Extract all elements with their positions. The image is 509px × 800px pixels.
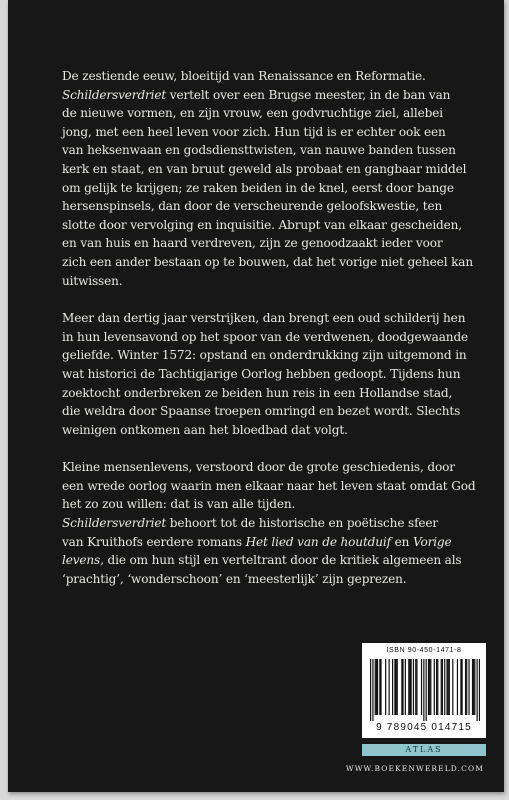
barcode-bar	[379, 659, 380, 715]
isbn-barcode-block	[362, 643, 486, 738]
barcode-bar	[465, 659, 466, 715]
barcode-bar	[389, 659, 390, 715]
book-title-emphasis: Het lied van de houtduif	[245, 534, 391, 549]
blurb-paragraph-2	[62, 309, 482, 439]
barcode-bar	[473, 659, 474, 715]
blurb-line: De zestiende eeuw, bloeitijd van Renaissance en Reformatie.	[62, 69, 426, 83]
barcode-bar	[466, 659, 467, 715]
blurb-line	[62, 514, 482, 533]
blurb-line: jong, met een heel leven voor zich. Hun tijd is er echter ook een	[62, 124, 446, 139]
barcode-bar	[449, 659, 450, 715]
blurb-line: Meer dan dertig jaar verstrijken, dan brengt een oud schilderij hen	[62, 311, 466, 326]
barcode-bar	[477, 659, 478, 721]
barcode-bar	[434, 659, 435, 715]
barcode-bar	[452, 659, 453, 715]
book-title-emphasis: Vorige	[412, 534, 452, 549]
barcode-bar	[436, 659, 437, 715]
barcode-bar	[413, 659, 414, 715]
book-back-cover	[8, 0, 504, 792]
barcode-bar	[402, 659, 403, 715]
barcode-bar	[457, 659, 458, 715]
blurb-line: ‘prachtig’, ‘wonderschoon’ en ‘meesterlijk’ zijn geprezen.	[62, 571, 407, 586]
blurb-line: geliefde. Winter 1572: opstand en onderdrukking zijn uitgemond in	[62, 348, 467, 363]
barcode-bar	[437, 659, 438, 715]
blurb-line: in hun levensavond op het spoor van de verdwenen, doodgewaande	[62, 329, 469, 344]
barcode-bar	[472, 659, 473, 715]
blurb-line: wat historici de Tachtigjarige Oorlog hebben gedoopt. Tijdens hun	[62, 366, 461, 381]
blurb-paragraph-1	[62, 67, 482, 290]
barcode-bar	[401, 659, 402, 715]
barcode-bar	[370, 659, 371, 721]
blurb-line: een wrede oorlog waarin men elkaar naar het leven staat omdat God	[62, 478, 476, 493]
barcode-bar	[394, 659, 395, 715]
barcode-bar	[430, 659, 431, 715]
book-title-emphasis: Schildersverdriet	[62, 87, 167, 102]
barcode-bar	[409, 659, 410, 715]
barcode-bar	[405, 659, 406, 715]
barcode-bar	[415, 659, 416, 715]
barcode-bar	[376, 659, 377, 715]
barcode-bar	[429, 659, 430, 715]
blurb-line: slotte door vervolging en inquisitie. Abrupt van elkaar gescheiden,	[62, 217, 462, 232]
publisher-website: WWW.BOEKENWERELD.COM	[345, 764, 484, 773]
barcode-bar	[395, 659, 396, 715]
barcode-bar	[380, 659, 381, 715]
blurb-line: Kleine mensenlevens, verstoord door de grote geschiedenis, door	[62, 460, 455, 475]
blurb-line: die weldra door Spaanse troepen omringd en bezet wordt. Slechts	[62, 404, 461, 419]
barcode-bar	[461, 659, 462, 715]
blurb-line: hersenspinsels, dan door de verscheurende geloofskwestie, ten	[62, 199, 443, 214]
blurb-line-text: vertelt over een Brugse meester, in de ban van	[166, 87, 451, 102]
barcode-bar	[392, 659, 393, 715]
barcode-bar	[426, 659, 427, 721]
barcode-bar	[460, 659, 461, 715]
barcode-bar	[446, 659, 447, 715]
barcode-bar	[428, 659, 429, 715]
isbn-label: ISBN 90-450-1471-8	[386, 647, 462, 654]
blurb-line	[62, 551, 482, 570]
barcode-bar	[444, 659, 445, 715]
barcode-bar	[397, 659, 398, 715]
blurb-line-text: en	[390, 534, 413, 549]
blurb-line: om gelijk te krijgen; ze raken beiden in de knel, eerst door bange	[62, 180, 454, 195]
barcode-bar	[375, 659, 376, 715]
barcode-bar	[372, 659, 373, 721]
barcode-icon	[370, 659, 480, 721]
barcode-bar	[479, 659, 480, 721]
blurb-line: zoektocht onderbreken ze beiden hun reis in een Hollandse stad,	[62, 385, 453, 400]
barcode-bar	[411, 659, 412, 715]
blurb-line: van heksenwaan en godsdiensttwisten, van nauwe banden tussen	[62, 143, 456, 158]
publisher-logo-band: ATLAS	[362, 744, 486, 756]
blurb-line	[62, 86, 482, 105]
barcode-bar	[448, 659, 449, 715]
barcode-bar	[474, 659, 475, 715]
barcode-bar	[408, 659, 409, 715]
blurb-line: kerk en staat, en van bruut geweld als probaat en gangbaar middel	[62, 161, 467, 176]
blurb-line: weinigen ontkomen aan het bloedbad dat volgt.	[62, 422, 348, 437]
blurb-line: zich een ander bestaan op te bouwen, dat het vorige niet geheel kan	[62, 254, 473, 269]
book-title-emphasis: levens,	[62, 553, 104, 568]
blurb-paragraph-3	[62, 458, 482, 588]
barcode-bar	[442, 659, 443, 715]
barcode-bar	[377, 659, 378, 715]
barcode-bar	[468, 659, 469, 715]
barcode-bar	[385, 659, 386, 715]
blurb-line: en van huis en haard verdreven, zijn ze genoodzaakt ieder voor	[62, 236, 443, 251]
blurb-line	[62, 533, 482, 552]
blurb-line-text: die om hun stijl en verteltrant door de kritiek algemeen als	[103, 553, 462, 568]
blurb-line-text: van Kruithofs eerdere romans	[62, 534, 246, 549]
blurb-line-text: behoort tot de historische en poëtische sfeer	[166, 516, 439, 531]
book-title-emphasis: Schildersverdriet	[62, 516, 167, 531]
barcode-bar	[441, 659, 442, 715]
blurb-line: het zo zou willen: dat is van alle tijden.	[62, 497, 296, 512]
blurb-line: uitwissen.	[62, 273, 123, 288]
blurb-line: de nieuwe vormen, en zijn vrouw, een godvruchtige ziel, allebei	[62, 106, 443, 121]
barcode-bar	[416, 659, 417, 715]
barcode-number: 9 789045 014715	[376, 722, 472, 733]
barcode-bar	[421, 659, 422, 715]
barcode-bar	[423, 659, 424, 721]
blurb-text	[62, 67, 482, 607]
